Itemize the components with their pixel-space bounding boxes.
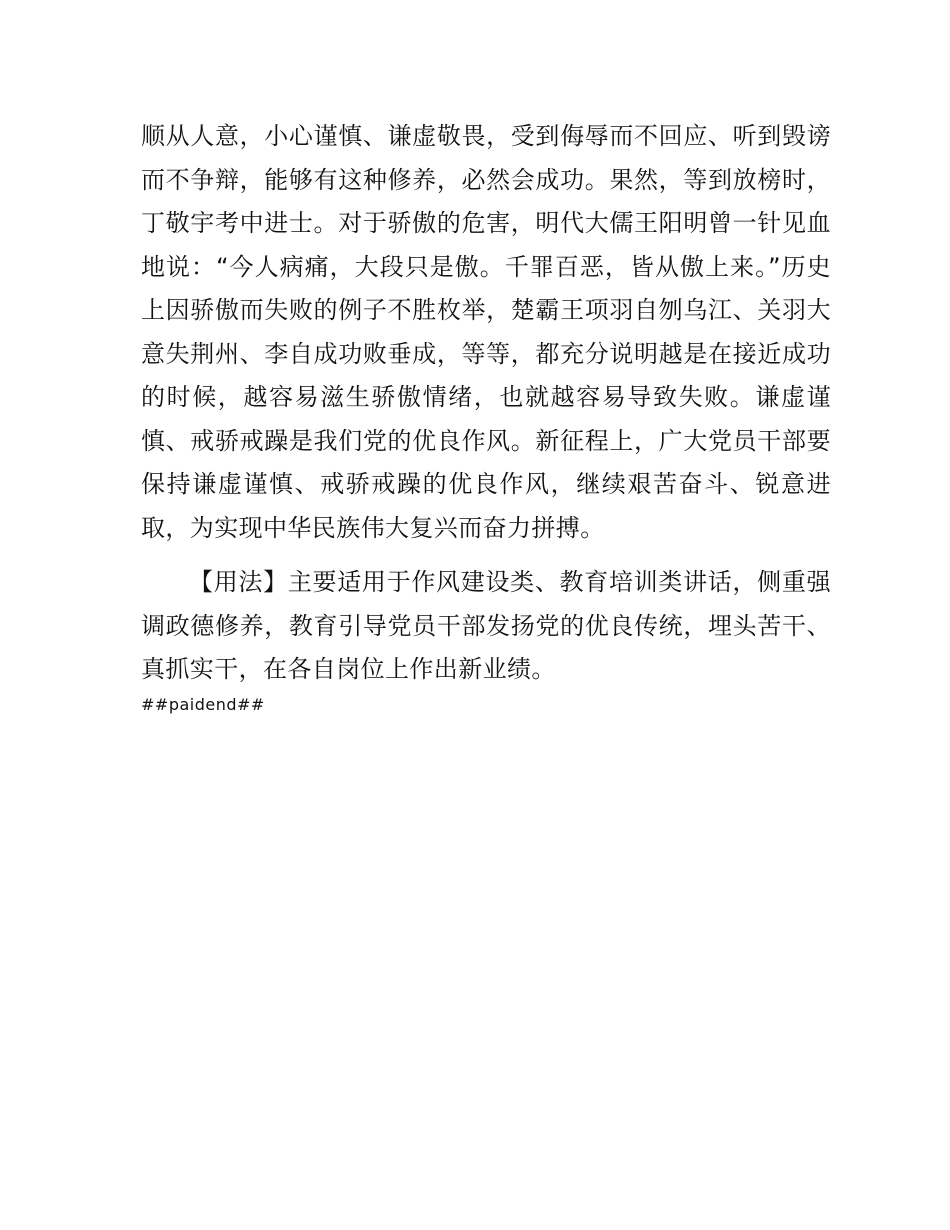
usage-paragraph: 【用法】主要适用于作风建设类、教育培训类讲话，侧重强调政德修养，教育引导党员干部发扬党的优良传统，埋头苦干、真抓实干，在各自岗位上作出新业绩。 bbox=[141, 568, 831, 683]
paid-end-marker: ##paidend## bbox=[141, 695, 265, 714]
body-paragraph: 顺从人意，小心谨慎、谦虚敬畏，受到侮辱而不回应、听到毁谤而不争辩，能够有这种修养，必然会成功。果然，等到放榜时，丁敬宇考中进士。对于骄傲的危害，明代大儒王阳明曾一针见血地说：“今人病痛，大段只是傲。千罪百恶，皆从傲上来。”历史上因骄傲而失败的例子不胜枚举，楚霸王项羽自刎乌江、关羽大意失荆州、李自成功败垂成，等等，都充分说明越是在接近成功的时候，越容易滋生骄傲情绪，也就越容易导致失败。谦虚谨慎、戒骄戒躁是我们党的优良作风。新征程上，广大党员干部要保持谦虚谨慎、戒骄戒躁的优良作风，继续艰苦奋斗、锐意进取，为实现中华民族伟大复兴而奋力拼搏。 bbox=[141, 122, 831, 542]
